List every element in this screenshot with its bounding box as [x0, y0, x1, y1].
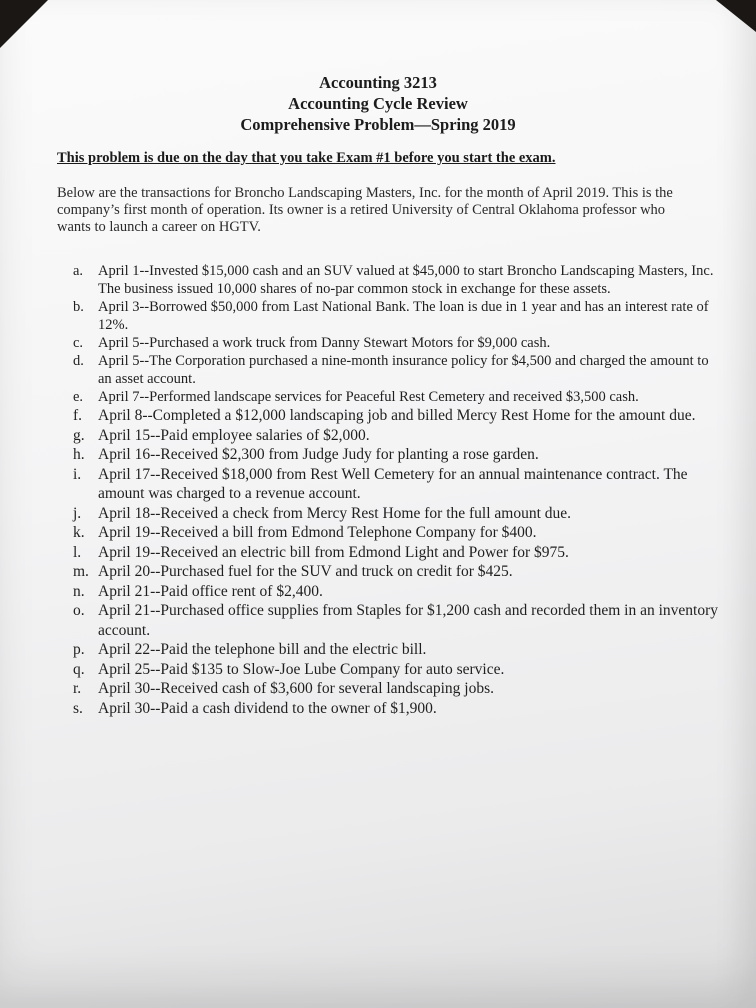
transaction-text: April 5--Purchased a work truck from Danny Stewart Motors for $9,000 cash.	[98, 335, 551, 351]
document-header	[0, 72, 756, 135]
transaction-letter: m.	[73, 563, 89, 580]
transaction-letter: j.	[73, 504, 82, 522]
transaction-letter: b.	[73, 299, 84, 315]
transaction-text: April 22--Paid the telephone bill and the electric bill.	[98, 641, 427, 658]
transaction-text: April 20--Purchased fuel for the SUV and truck on credit for $425.	[98, 563, 513, 580]
transaction-item	[58, 334, 723, 352]
transaction-text: April 18--Received a check from Mercy Rest Home for the full amount due.	[98, 504, 572, 522]
transaction-item	[58, 660, 723, 680]
due-notice: This problem is due on the day that you take Exam #1 before you start the exam.	[57, 150, 556, 166]
transaction-letter: l.	[73, 543, 82, 561]
transaction-letter: p.	[73, 641, 85, 658]
transaction-item	[58, 582, 723, 602]
document-subtitle: Accounting Cycle Review	[288, 94, 468, 113]
transaction-letter: e.	[73, 389, 84, 405]
transaction-text: April 30--Paid a cash dividend to the owner of $1,900.	[98, 699, 437, 717]
transaction-item	[58, 679, 723, 699]
transaction-letter: d.	[73, 353, 84, 369]
problem-title: Comprehensive Problem—Spring 2019	[240, 115, 516, 134]
transaction-letter: s.	[73, 699, 83, 717]
background-corner-right	[716, 0, 756, 32]
transaction-item	[58, 406, 723, 426]
transaction-text: April 30--Received cash of $3,600 for several landscaping jobs.	[98, 680, 494, 697]
transaction-letter: a.	[73, 263, 84, 279]
transaction-item	[58, 699, 723, 719]
transaction-item	[58, 445, 723, 465]
background-corner	[0, 0, 48, 48]
transaction-letter: k.	[73, 524, 85, 541]
transaction-item	[58, 523, 723, 543]
transaction-item	[58, 504, 723, 524]
transaction-item	[58, 426, 723, 446]
transaction-text: April 16--Received $2,300 from Judge Judy for planting a rose garden.	[98, 446, 539, 463]
transaction-letter: q.	[73, 660, 85, 678]
transaction-text: April 15--Paid employee salaries of $2,000.	[98, 426, 370, 444]
transaction-item	[58, 465, 723, 504]
transaction-text: April 19--Received a bill from Edmond Telephone Company for $400.	[98, 524, 537, 541]
transaction-letter: o.	[73, 602, 85, 619]
transaction-item	[58, 352, 723, 388]
transaction-text: April 5--The Corporation purchased a nine-month insurance policy for $4,500 and charged the amount to an asset account.	[98, 353, 709, 387]
transaction-letter: n.	[73, 582, 85, 600]
transaction-letter: r.	[73, 680, 82, 697]
transaction-text: April 19--Received an electric bill from Edmond Light and Power for $975.	[98, 543, 569, 561]
transaction-letter: g.	[73, 426, 85, 444]
course-title: Accounting 3213	[319, 73, 437, 92]
transaction-item	[58, 562, 723, 582]
transaction-item	[58, 388, 723, 406]
transaction-item	[58, 262, 723, 298]
transaction-item	[58, 543, 723, 563]
transaction-item	[58, 640, 723, 660]
transaction-list	[58, 262, 723, 718]
transaction-letter: i.	[73, 465, 82, 483]
transaction-item	[58, 601, 723, 640]
intro-paragraph: Below are the transactions for Broncho Landscaping Masters, Inc. for the month of April 2019. This is the company’s first month of operation. Its owner is a retired University of Central Oklahoma professor who wants to launch a career on HGTV.	[57, 185, 673, 235]
transaction-text: April 7--Performed landscape services for Peaceful Rest Cemetery and received $3,500 cash.	[98, 389, 639, 405]
transaction-letter: h.	[73, 446, 85, 463]
transaction-text: April 21--Purchased office supplies from Staples for $1,200 cash and recorded them in an inventory account.	[98, 602, 718, 639]
transaction-text: April 8--Completed a $12,000 landscaping job and billed Mercy Rest Home for the amount due.	[98, 407, 696, 424]
transaction-letter: c.	[73, 335, 84, 351]
transaction-text: April 25--Paid $135 to Slow-Joe Lube Company for auto service.	[98, 660, 505, 678]
transaction-item	[58, 298, 723, 334]
transaction-text: April 3--Borrowed $50,000 from Last National Bank. The loan is due in 1 year and has an interest rate of 12%.	[98, 299, 709, 333]
transaction-letter: f.	[73, 407, 83, 424]
transaction-text: April 17--Received $18,000 from Rest Well Cemetery for an annual maintenance contract. The amount was charged to a revenue account.	[98, 465, 688, 502]
transaction-text: April 1--Invested $15,000 cash and an SUV valued at $45,000 to start Broncho Landscaping Masters, Inc. The business issued 10,000 shares of no-par common stock in exchange for these assets.	[98, 263, 714, 297]
transaction-text: April 21--Paid office rent of $2,400.	[98, 582, 323, 600]
